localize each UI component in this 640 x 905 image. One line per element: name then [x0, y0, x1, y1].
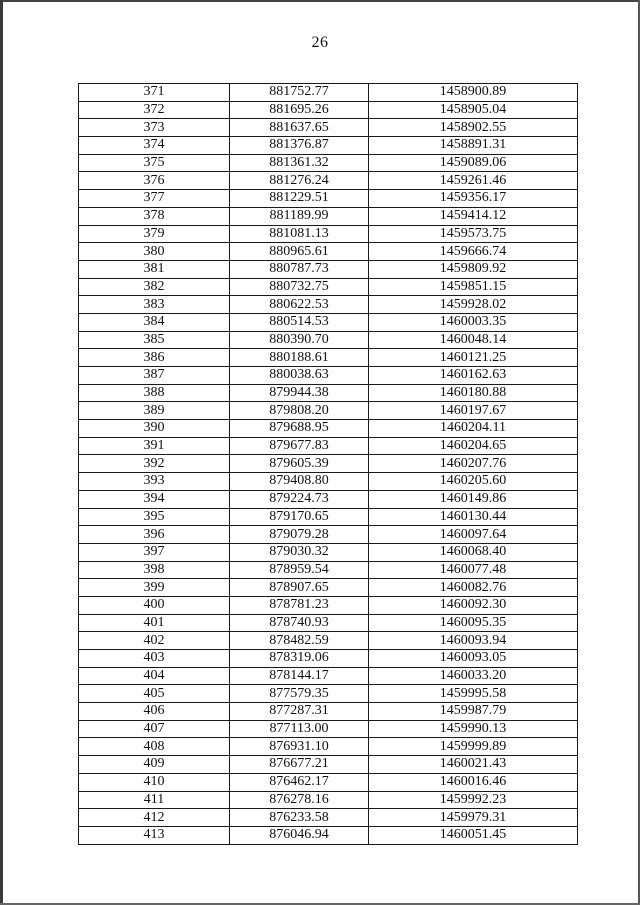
x-coordinate-cell: 880188.61 — [230, 349, 369, 367]
table-row — [79, 791, 578, 809]
x-coordinate-cell: 878781.23 — [230, 596, 369, 614]
y-coordinate-cell: 1460130.44 — [369, 508, 578, 526]
x-coordinate-cell: 881276.24 — [230, 172, 369, 190]
table-row — [79, 473, 578, 491]
point-number-cell: 379 — [79, 225, 230, 243]
point-number-cell: 374 — [79, 137, 230, 155]
table-row — [79, 384, 578, 402]
x-coordinate-cell: 881752.77 — [230, 84, 369, 102]
point-number-cell: 407 — [79, 720, 230, 738]
table-row — [79, 455, 578, 473]
table-row — [79, 331, 578, 349]
table-row — [79, 296, 578, 314]
point-number-cell: 403 — [79, 650, 230, 668]
x-coordinate-cell: 880965.61 — [230, 243, 369, 261]
x-coordinate-cell: 877579.35 — [230, 685, 369, 703]
point-number-cell: 396 — [79, 526, 230, 544]
point-number-cell: 378 — [79, 207, 230, 225]
table-row — [79, 596, 578, 614]
table-row — [79, 207, 578, 225]
point-number-cell: 381 — [79, 260, 230, 278]
y-coordinate-cell: 1460082.76 — [369, 579, 578, 597]
y-coordinate-cell: 1458902.55 — [369, 119, 578, 137]
y-coordinate-cell: 1460021.43 — [369, 756, 578, 774]
table-row — [79, 579, 578, 597]
x-coordinate-cell: 878482.59 — [230, 632, 369, 650]
table-row — [79, 101, 578, 119]
table-row — [79, 561, 578, 579]
table-row — [79, 720, 578, 738]
table-row — [79, 420, 578, 438]
x-coordinate-cell: 881189.99 — [230, 207, 369, 225]
x-coordinate-cell: 881637.65 — [230, 119, 369, 137]
table-row — [79, 632, 578, 650]
y-coordinate-cell: 1458900.89 — [369, 84, 578, 102]
point-number-cell: 413 — [79, 826, 230, 844]
table-row — [79, 190, 578, 208]
y-coordinate-cell: 1460205.60 — [369, 473, 578, 491]
point-number-cell: 404 — [79, 667, 230, 685]
y-coordinate-cell: 1460092.30 — [369, 596, 578, 614]
table-row — [79, 172, 578, 190]
y-coordinate-cell: 1459573.75 — [369, 225, 578, 243]
point-number-cell: 402 — [79, 632, 230, 650]
y-coordinate-cell: 1460207.76 — [369, 455, 578, 473]
y-coordinate-cell: 1458905.04 — [369, 101, 578, 119]
y-coordinate-cell: 1459666.74 — [369, 243, 578, 261]
x-coordinate-cell: 876233.58 — [230, 809, 369, 827]
table-row — [79, 543, 578, 561]
y-coordinate-cell: 1459999.89 — [369, 738, 578, 756]
x-coordinate-cell: 876046.94 — [230, 826, 369, 844]
table-row — [79, 809, 578, 827]
x-coordinate-cell: 879688.95 — [230, 420, 369, 438]
point-number-cell: 392 — [79, 455, 230, 473]
point-number-cell: 398 — [79, 561, 230, 579]
point-number-cell: 389 — [79, 402, 230, 420]
x-coordinate-cell: 880390.70 — [230, 331, 369, 349]
table-row — [79, 667, 578, 685]
y-coordinate-cell: 1459809.92 — [369, 260, 578, 278]
table-row — [79, 260, 578, 278]
point-number-cell: 394 — [79, 490, 230, 508]
point-number-cell: 399 — [79, 579, 230, 597]
page-number: 26 — [311, 34, 329, 51]
point-number-cell: 409 — [79, 756, 230, 774]
table-row — [79, 278, 578, 296]
y-coordinate-cell: 1460003.35 — [369, 313, 578, 331]
point-number-cell: 395 — [79, 508, 230, 526]
y-coordinate-cell: 1460095.35 — [369, 614, 578, 632]
point-number-cell: 408 — [79, 738, 230, 756]
table-row — [79, 526, 578, 544]
x-coordinate-cell: 876462.17 — [230, 773, 369, 791]
scan-border-top — [0, 0, 640, 2]
table-row — [79, 137, 578, 155]
y-coordinate-cell: 1460149.86 — [369, 490, 578, 508]
point-number-cell: 387 — [79, 367, 230, 385]
x-coordinate-cell: 878907.65 — [230, 579, 369, 597]
x-coordinate-cell: 880514.53 — [230, 313, 369, 331]
y-coordinate-cell: 1459851.15 — [369, 278, 578, 296]
coordinates-table — [78, 83, 578, 845]
point-number-cell: 384 — [79, 313, 230, 331]
x-coordinate-cell: 877113.00 — [230, 720, 369, 738]
table-row — [79, 685, 578, 703]
x-coordinate-cell: 881229.51 — [230, 190, 369, 208]
y-coordinate-cell: 1460162.63 — [369, 367, 578, 385]
y-coordinate-cell: 1460016.46 — [369, 773, 578, 791]
point-number-cell: 386 — [79, 349, 230, 367]
table-row — [79, 703, 578, 721]
y-coordinate-cell: 1459414.12 — [369, 207, 578, 225]
table-row — [79, 313, 578, 331]
x-coordinate-cell: 876278.16 — [230, 791, 369, 809]
x-coordinate-cell: 879944.38 — [230, 384, 369, 402]
x-coordinate-cell: 878144.17 — [230, 667, 369, 685]
point-number-cell: 371 — [79, 84, 230, 102]
y-coordinate-cell: 1460093.94 — [369, 632, 578, 650]
table-row — [79, 225, 578, 243]
table-row — [79, 402, 578, 420]
table-row — [79, 367, 578, 385]
x-coordinate-cell: 881081.13 — [230, 225, 369, 243]
y-coordinate-cell: 1459928.02 — [369, 296, 578, 314]
table-row — [79, 826, 578, 844]
x-coordinate-cell: 879605.39 — [230, 455, 369, 473]
y-coordinate-cell: 1459995.58 — [369, 685, 578, 703]
x-coordinate-cell: 879079.28 — [230, 526, 369, 544]
y-coordinate-cell: 1460077.48 — [369, 561, 578, 579]
x-coordinate-cell: 877287.31 — [230, 703, 369, 721]
x-coordinate-cell: 881361.32 — [230, 154, 369, 172]
x-coordinate-cell: 879170.65 — [230, 508, 369, 526]
scan-border-left — [0, 0, 3, 905]
point-number-cell: 406 — [79, 703, 230, 721]
point-number-cell: 405 — [79, 685, 230, 703]
point-number-cell: 383 — [79, 296, 230, 314]
coordinates-table-body — [79, 84, 578, 845]
point-number-cell: 412 — [79, 809, 230, 827]
table-row — [79, 437, 578, 455]
point-number-cell: 380 — [79, 243, 230, 261]
y-coordinate-cell: 1460051.45 — [369, 826, 578, 844]
table-row — [79, 84, 578, 102]
y-coordinate-cell: 1460068.40 — [369, 543, 578, 561]
x-coordinate-cell: 881695.26 — [230, 101, 369, 119]
x-coordinate-cell: 878740.93 — [230, 614, 369, 632]
y-coordinate-cell: 1458891.31 — [369, 137, 578, 155]
table-row — [79, 508, 578, 526]
y-coordinate-cell: 1459987.79 — [369, 703, 578, 721]
x-coordinate-cell: 876931.10 — [230, 738, 369, 756]
y-coordinate-cell: 1460093.05 — [369, 650, 578, 668]
table-row — [79, 349, 578, 367]
point-number-cell: 400 — [79, 596, 230, 614]
table-row — [79, 154, 578, 172]
point-number-cell: 382 — [79, 278, 230, 296]
point-number-cell: 411 — [79, 791, 230, 809]
y-coordinate-cell: 1459990.13 — [369, 720, 578, 738]
point-number-cell: 372 — [79, 101, 230, 119]
x-coordinate-cell: 880038.63 — [230, 367, 369, 385]
x-coordinate-cell: 880622.53 — [230, 296, 369, 314]
point-number-cell: 397 — [79, 543, 230, 561]
x-coordinate-cell: 878319.06 — [230, 650, 369, 668]
point-number-cell: 401 — [79, 614, 230, 632]
y-coordinate-cell: 1460197.67 — [369, 402, 578, 420]
x-coordinate-cell: 876677.21 — [230, 756, 369, 774]
point-number-cell: 393 — [79, 473, 230, 491]
x-coordinate-cell: 879677.83 — [230, 437, 369, 455]
table-row — [79, 738, 578, 756]
point-number-cell: 375 — [79, 154, 230, 172]
table-row — [79, 243, 578, 261]
table-row — [79, 119, 578, 137]
y-coordinate-cell: 1460204.65 — [369, 437, 578, 455]
point-number-cell: 410 — [79, 773, 230, 791]
y-coordinate-cell: 1459979.31 — [369, 809, 578, 827]
y-coordinate-cell: 1459356.17 — [369, 190, 578, 208]
y-coordinate-cell: 1459089.06 — [369, 154, 578, 172]
x-coordinate-cell: 879808.20 — [230, 402, 369, 420]
x-coordinate-cell: 879224.73 — [230, 490, 369, 508]
y-coordinate-cell: 1460097.64 — [369, 526, 578, 544]
x-coordinate-cell: 878959.54 — [230, 561, 369, 579]
table-row — [79, 650, 578, 668]
y-coordinate-cell: 1460048.14 — [369, 331, 578, 349]
table-row — [79, 773, 578, 791]
point-number-cell: 373 — [79, 119, 230, 137]
point-number-cell: 385 — [79, 331, 230, 349]
x-coordinate-cell: 879030.32 — [230, 543, 369, 561]
y-coordinate-cell: 1460180.88 — [369, 384, 578, 402]
point-number-cell: 376 — [79, 172, 230, 190]
point-number-cell: 390 — [79, 420, 230, 438]
table-row — [79, 490, 578, 508]
point-number-cell: 377 — [79, 190, 230, 208]
y-coordinate-cell: 1459261.46 — [369, 172, 578, 190]
y-coordinate-cell: 1460033.20 — [369, 667, 578, 685]
x-coordinate-cell: 880787.73 — [230, 260, 369, 278]
point-number-cell: 391 — [79, 437, 230, 455]
y-coordinate-cell: 1460204.11 — [369, 420, 578, 438]
x-coordinate-cell: 881376.87 — [230, 137, 369, 155]
y-coordinate-cell: 1460121.25 — [369, 349, 578, 367]
table-row — [79, 614, 578, 632]
point-number-cell: 388 — [79, 384, 230, 402]
table-row — [79, 756, 578, 774]
y-coordinate-cell: 1459992.23 — [369, 791, 578, 809]
x-coordinate-cell: 879408.80 — [230, 473, 369, 491]
x-coordinate-cell: 880732.75 — [230, 278, 369, 296]
